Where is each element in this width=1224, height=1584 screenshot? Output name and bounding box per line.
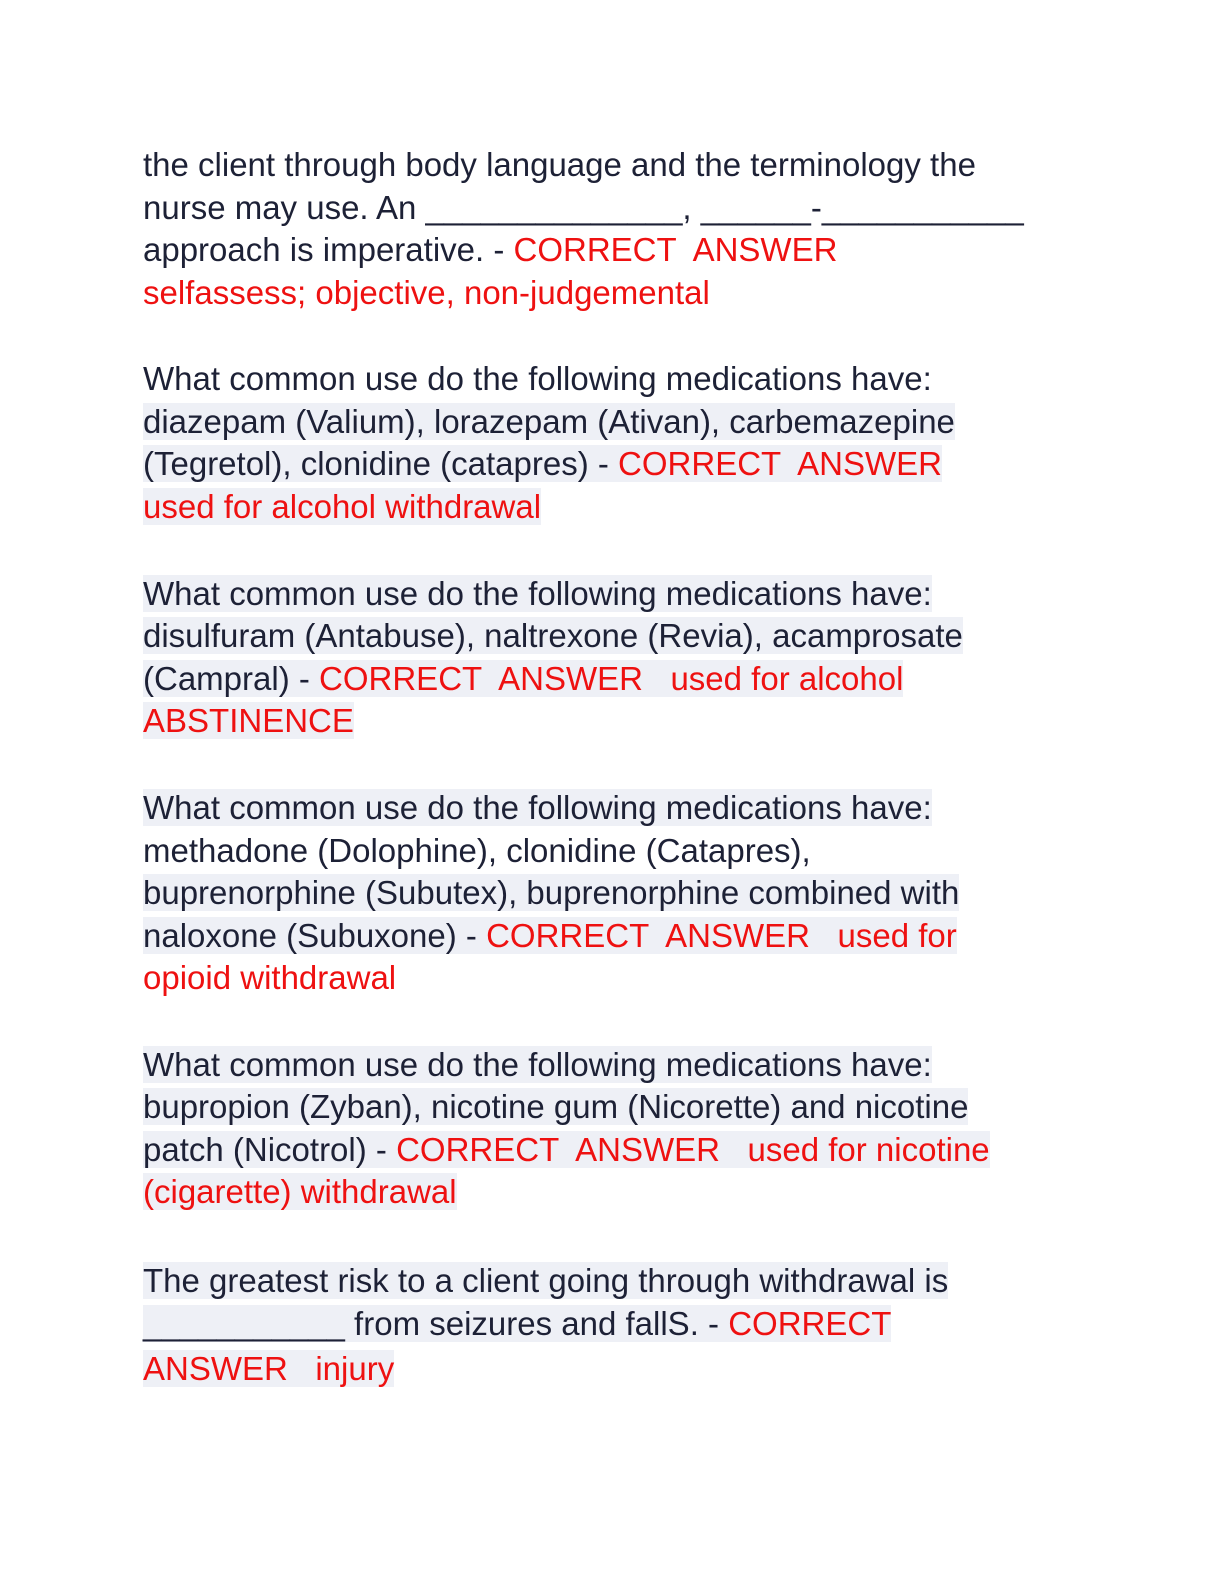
text-line xyxy=(143,400,955,443)
text-line xyxy=(143,1043,932,1086)
question-text: (Tegretol), clonidine (catapres) - xyxy=(143,445,619,482)
text-line xyxy=(143,1085,968,1128)
question-text: buprenorphine (Subutex), buprenorphine combined with xyxy=(143,874,960,911)
text-line xyxy=(143,1302,891,1345)
text-line xyxy=(143,1347,394,1390)
question-text: patch (Nicotrol) - xyxy=(143,1131,397,1168)
text-line xyxy=(143,956,396,999)
text-line xyxy=(143,829,811,872)
question-text: What common use do the following medications have: xyxy=(143,789,932,826)
question-text: What common use do the following medications have: xyxy=(143,360,932,397)
text-line xyxy=(143,186,1024,229)
text-line xyxy=(143,357,932,400)
answer-text: used for alcohol withdrawal xyxy=(143,488,542,525)
question-text: disulfuram (Antabuse), naltrexone (Revia), acamprosate xyxy=(143,617,963,654)
question-text: diazepam (Valium), lorazepam (Ativan), carbemazepine xyxy=(143,403,955,440)
question-text: What common use do the following medications have: xyxy=(143,575,932,612)
text-line xyxy=(143,271,710,314)
answer-label: CORRECT xyxy=(728,1305,892,1342)
text-line xyxy=(143,485,541,528)
question-text: the client through body language and the terminology the xyxy=(143,146,976,183)
answer-text: ABSTINENCE xyxy=(143,702,354,739)
text-line xyxy=(143,699,354,742)
answer-text: (cigarette) withdrawal xyxy=(143,1173,457,1210)
question-text: What common use do the following medications have: xyxy=(143,1046,932,1083)
question-text: methadone (Dolophine), clonidine (Catapres), xyxy=(143,832,811,869)
answer-label: CORRECT ANSWER used for nicotine xyxy=(396,1131,990,1168)
question-text: nurse may use. An ______________, ______-___________ xyxy=(143,189,1024,226)
question-text: (Campral) - xyxy=(143,660,320,697)
text-line xyxy=(143,914,957,957)
answer-label: CORRECT ANSWER used for xyxy=(486,917,957,954)
text-line xyxy=(143,572,932,615)
question-text: ___________ from seizures and fallS. - xyxy=(143,1305,729,1342)
text-line xyxy=(143,786,932,829)
question-text: The greatest risk to a client going through withdrawal is xyxy=(143,1262,949,1299)
text-line xyxy=(143,871,959,914)
question-text: naloxone (Subuxone) - xyxy=(143,917,487,954)
answer-label: CORRECT ANSWER used for alcohol xyxy=(319,660,904,697)
text-line xyxy=(143,1259,948,1302)
text-line xyxy=(143,1128,990,1171)
text-line xyxy=(143,143,976,186)
answer-label: CORRECT ANSWER xyxy=(618,445,942,482)
question-text: bupropion (Zyban), nicotine gum (Nicorette) and nicotine xyxy=(143,1088,969,1125)
text-line xyxy=(143,1170,457,1213)
answer-label: CORRECT ANSWER xyxy=(513,231,838,268)
question-text: approach is imperative. - xyxy=(143,231,514,268)
text-line xyxy=(143,228,837,271)
text-line xyxy=(143,614,963,657)
answer-text: selfassess; objective, non-judgemental xyxy=(143,274,710,311)
answer-text: opioid withdrawal xyxy=(143,959,397,996)
text-line xyxy=(143,442,942,485)
answer-text: ANSWER injury xyxy=(143,1350,395,1387)
text-line xyxy=(143,657,903,700)
